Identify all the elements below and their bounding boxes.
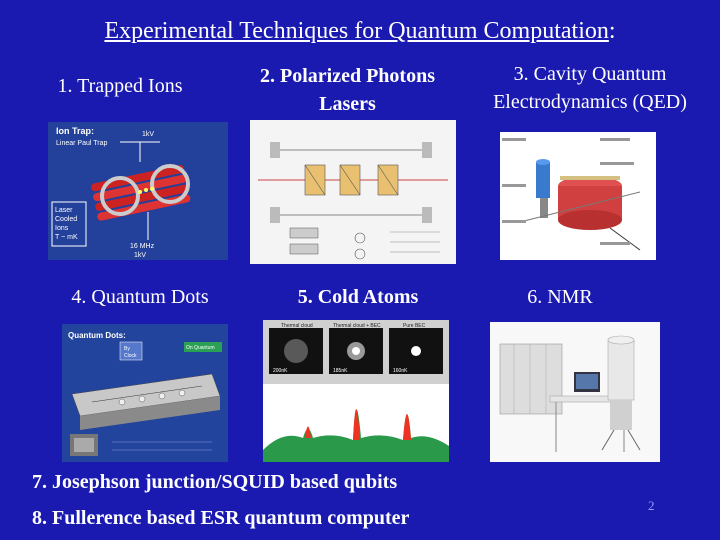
cold-atoms-panel1: Thermal cloud: [281, 323, 313, 329]
ion-trap-image: [48, 122, 228, 260]
cold-atoms-t2: 185nK: [333, 368, 348, 374]
ion-trap-voltage-bottom: 1kV: [134, 252, 147, 259]
ion-trap-temp: T ~ mK: [55, 234, 78, 241]
ion-trap-subtitle: Linear Paul Trap: [56, 140, 108, 147]
ion-trap-diagram: [48, 122, 228, 260]
label-cavity-qed-line1: 3. Cavity Quantum: [513, 63, 667, 85]
ion-trap-title: Ion Trap:: [56, 126, 94, 136]
ion-trap-ions: Ions: [55, 225, 69, 232]
label-cavity-qed-line2: Electrodynamics (QED): [493, 91, 687, 113]
label-polarized-photons-line2: Lasers: [319, 93, 376, 115]
page-number: 2: [648, 498, 655, 513]
label-polarized-photons-line1: 2. Polarized Photons: [260, 65, 435, 87]
cold-atoms-t3: 160nK: [393, 368, 408, 374]
nmr-diagram: [490, 322, 660, 462]
cavity-qed-image: [500, 132, 656, 260]
label-cold-atoms: 5. Cold Atoms: [297, 286, 419, 308]
label-cavity-qed: [460, 60, 720, 116]
quantum-dots-diagram: [62, 324, 228, 462]
ion-trap-laser: Laser: [55, 207, 73, 214]
quantum-dots-title: Quantum Dots:: [68, 331, 126, 340]
cold-atoms-image: [263, 320, 449, 462]
ion-trap-cooled: Cooled: [55, 216, 78, 223]
label-josephson: 7. Josephson junction/SQUID based qubits: [32, 471, 398, 493]
slide-title-colon: :: [608, 18, 616, 44]
cold-atoms-t1: 200nK: [273, 368, 288, 374]
polarized-photons-image: [250, 120, 456, 264]
slide-title: [0, 18, 720, 45]
quantum-dots-label-c: On Quantum: [186, 345, 215, 351]
label-trapped-ions: 1. Trapped Ions: [57, 75, 183, 97]
quantum-dots-label-a: By: [124, 346, 130, 352]
photon-setup-diagram: [250, 120, 456, 264]
cold-atoms-panel3: Pure BEC: [403, 323, 426, 329]
label-quantum-dots: 4. Quantum Dots: [71, 286, 209, 308]
quantum-dots-image: [62, 324, 228, 462]
ion-trap-freq: 16 MHz: [130, 243, 155, 250]
label-polarized-photons: [225, 62, 470, 118]
label-fullerence: 8. Fullerence based ESR quantum computer: [32, 507, 410, 529]
cold-atoms-diagram: [263, 320, 449, 462]
cold-atoms-panel2: Thermal cloud + BEC: [333, 323, 381, 329]
slide-title-text: Experimental Techniques for Quantum Computation: [104, 18, 609, 44]
nmr-image: [490, 322, 660, 462]
cavity-qed-diagram: [500, 132, 656, 260]
ion-trap-voltage-top: 1kV: [142, 131, 155, 138]
label-nmr: 6. NMR: [527, 286, 593, 308]
quantum-dots-label-b: Clock: [124, 353, 137, 359]
